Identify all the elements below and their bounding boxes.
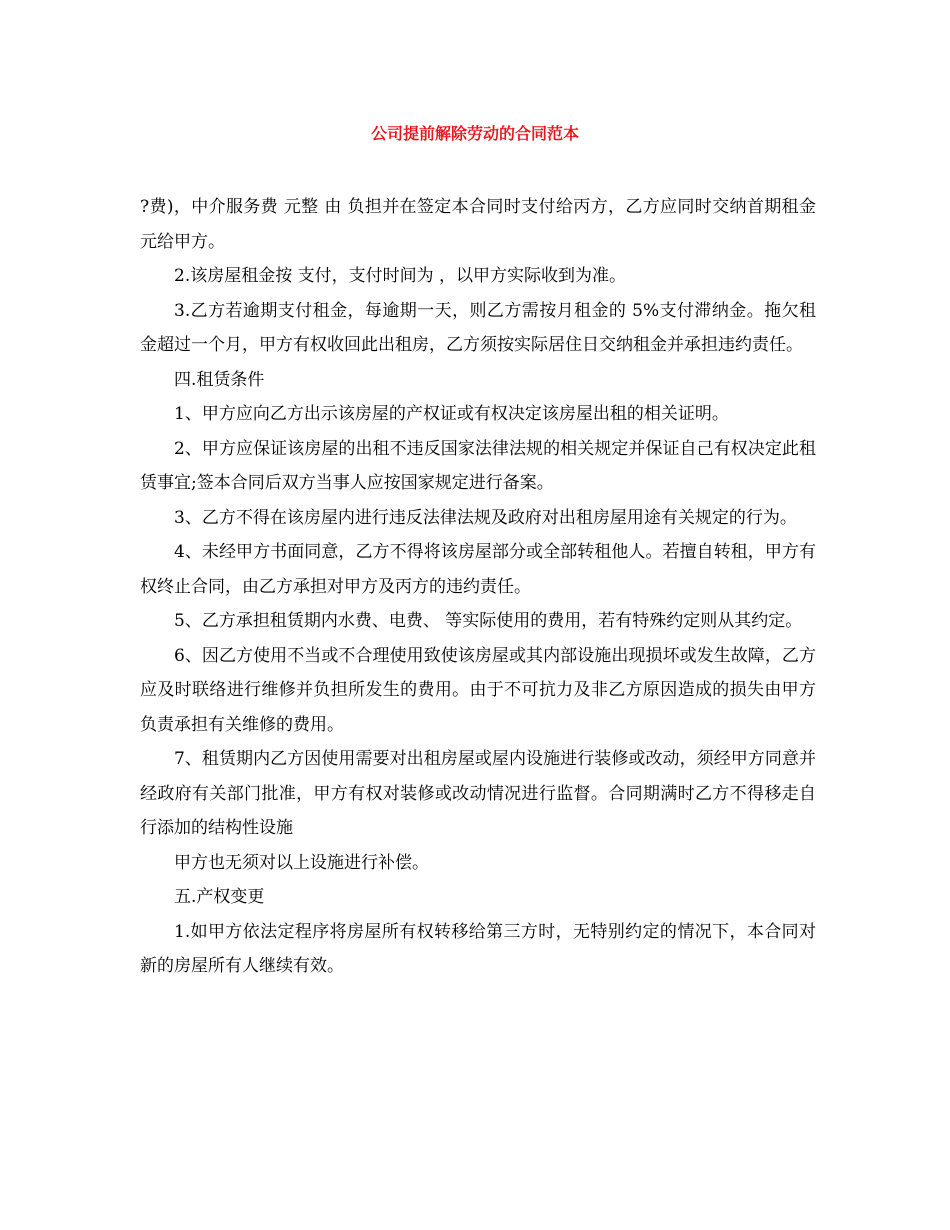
paragraph-condition-6: 6、因乙方使用不当或不合理使用致使该房屋或其内部设施出现损坏或发生故障，乙方应及时联络进行维修并负担所发生的费用。由于不可抗力及非乙方原因造成的损失由甲方负责承担有关维修的费用。 xyxy=(140,645,816,735)
paragraph-condition-4: 4、未经甲方书面同意，乙方不得将该房屋部分或全部转租他人。若擅自转租，甲方有权终止合同，由乙方承担对甲方及丙方的违约责任。 xyxy=(140,542,816,597)
paragraph-condition-7: 7、租赁期内乙方因使用需要对出租房屋或屋内设施进行装修或改动，须经甲方同意并经政府有关部门批准，甲方有权对装修或改动情况进行监督。合同期满时乙方不得移走自行添加的结构性设施 xyxy=(140,749,816,838)
paragraph-no-compensation: 甲方也无须对以上设施进行补偿。 xyxy=(174,852,429,873)
paragraph-property-transfer: 1.如甲方依法定程序将房屋所有权转移给第三方时，无特别约定的情况下，本合同对新的房屋所有人继续有效。 xyxy=(140,921,816,976)
paragraph-late-fee: 3.乙方若逾期支付租金，每逾期一天，则乙方需按月租金的 5%支付滞纳金。拖欠租金超过一个月，甲方有权收回此出租房，乙方须按实际居住日交纳租金并承担违约责任。 xyxy=(140,300,816,355)
document-title: 公司提前解除劳动的合同范本 xyxy=(370,124,579,143)
section-heading-property-change: 五.产权变更 xyxy=(174,887,265,907)
paragraph-condition-5: 5、乙方承担租赁期内水费、电费、 等实际使用的费用，若有特殊约定则从其约定。 xyxy=(174,611,803,631)
paragraph-rent-payment: 2.该房屋租金按 支付，支付时间为 ，以甲方实际收到为准。 xyxy=(174,266,627,286)
paragraph-condition-2: 2、甲方应保证该房屋的出租不违反国家法律法规的相关规定并保证自己有权决定此租赁事宜;签本合同后双方当事人应按国家规定进行备案。 xyxy=(140,438,816,493)
paragraph-condition-3: 3、乙方不得在该房屋内进行违反法律法规及政府对出租房屋用途有关规定的行为。 xyxy=(174,507,797,528)
section-heading-lease-conditions: 四.租赁条件 xyxy=(174,369,265,390)
document-body xyxy=(140,190,816,984)
paragraph-condition-1: 1、甲方应向乙方出示该房屋的产权证或有权决定该房屋出租的相关证明。 xyxy=(174,404,729,424)
paragraph-fee-continuation: ?费)，中介服务费 元整 由 负担并在签定本合同时支付给丙方，乙方应同时交纳首期租金 元给甲方。 xyxy=(140,197,816,252)
